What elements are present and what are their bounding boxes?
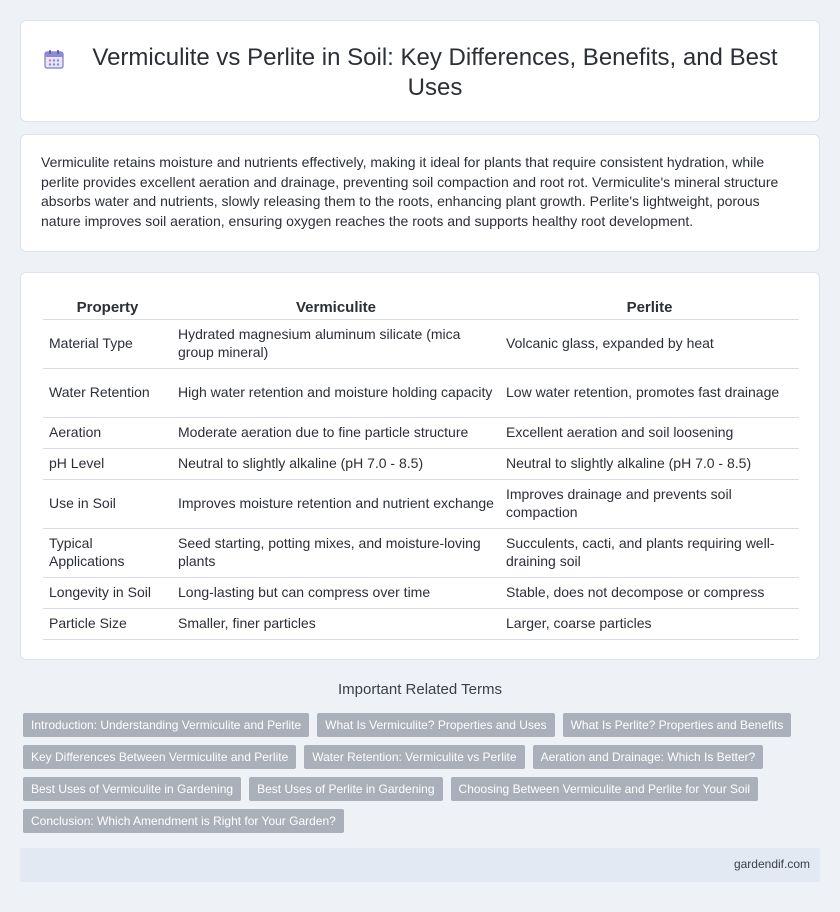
cell-property: Aeration: [43, 417, 172, 448]
cell-vermiculite: Improves moisture retention and nutrient exchange: [172, 479, 500, 528]
related-term-tag[interactable]: What Is Perlite? Properties and Benefits: [563, 713, 792, 737]
cell-property: Water Retention: [43, 368, 172, 417]
related-term-tag[interactable]: Introduction: Understanding Vermiculite and Perlite: [23, 713, 309, 737]
page-title: Vermiculite vs Perlite in Soil: Key Differences, Benefits, and Best Uses: [92, 44, 778, 101]
cell-perlite: Improves drainage and prevents soil compaction: [500, 479, 799, 528]
footer-site-link[interactable]: gardendif.com: [733, 857, 810, 871]
cell-perlite: Excellent aeration and soil loosening: [500, 417, 799, 448]
tag-row: [23, 777, 813, 801]
cell-perlite: Stable, does not decompose or compress: [500, 577, 799, 608]
cell-vermiculite: Long-lasting but can compress over time: [172, 577, 500, 608]
table-row: [43, 577, 799, 608]
related-term-tag[interactable]: Choosing Between Vermiculite and Perlite for Your Soil: [451, 777, 759, 801]
cell-perlite: Larger, coarse particles: [500, 608, 799, 639]
header-vermiculite: Vermiculite: [172, 295, 500, 319]
table-header-row: [43, 295, 799, 319]
cell-vermiculite: Hydrated magnesium aluminum silicate (mica group mineral): [172, 319, 500, 368]
related-term-tag[interactable]: What Is Vermiculite? Properties and Uses: [317, 713, 554, 737]
related-terms-list: [23, 713, 813, 841]
intro-paragraph: Vermiculite retains moisture and nutrients effectively, making it ideal for plants that require consistent hydration, while perlite provides excellent aeration and drainage, preventing soil compaction and root rot. Vermiculite's mineral structure absorbs water and nutrients, slowly releasing them to the roots, enhancing plant growth. Perlite's lightweight, porous nature improves soil aeration, ensuring oxygen reaches the roots and supports healthy root development.: [41, 154, 779, 229]
comparison-table-card: [20, 272, 820, 660]
related-term-tag[interactable]: Key Differences Between Vermiculite and Perlite: [23, 745, 296, 769]
table-row: [43, 479, 799, 528]
header-property: Property: [43, 295, 172, 319]
related-terms-heading: Important Related Terms: [338, 681, 502, 698]
related-term-tag[interactable]: Best Uses of Vermiculite in Gardening: [23, 777, 241, 801]
intro-card: [20, 134, 820, 252]
related-term-tag[interactable]: Best Uses of Perlite in Gardening: [249, 777, 442, 801]
cell-perlite: Neutral to slightly alkaline (pH 7.0 - 8.5): [500, 448, 799, 479]
table-row: [43, 528, 799, 577]
cell-perlite: Low water retention, promotes fast drainage: [500, 368, 799, 417]
table-row: [43, 417, 799, 448]
header-perlite: Perlite: [500, 295, 799, 319]
cell-vermiculite: Moderate aeration due to fine particle structure: [172, 417, 500, 448]
cell-vermiculite: Smaller, finer particles: [172, 608, 500, 639]
table-row: [43, 608, 799, 639]
cell-property: Typical Applications: [43, 528, 172, 577]
cell-vermiculite: Seed starting, potting mixes, and moisture-loving plants: [172, 528, 500, 577]
title-card: [20, 20, 820, 122]
comparison-table: [43, 295, 799, 640]
cell-perlite: Volcanic glass, expanded by heat: [500, 319, 799, 368]
cell-property: Material Type: [43, 319, 172, 368]
tag-row: [23, 713, 813, 737]
cell-property: Longevity in Soil: [43, 577, 172, 608]
related-term-tag[interactable]: Conclusion: Which Amendment is Right for Your Garden?: [23, 809, 344, 833]
cell-vermiculite: High water retention and moisture holding capacity: [172, 368, 500, 417]
table-row: [43, 319, 799, 368]
tag-row: [23, 745, 813, 769]
footer: [20, 848, 820, 882]
cell-property: Particle Size: [43, 608, 172, 639]
tag-row: [23, 809, 813, 833]
cell-vermiculite: Neutral to slightly alkaline (pH 7.0 - 8.5): [172, 448, 500, 479]
related-term-tag[interactable]: Aeration and Drainage: Which Is Better?: [533, 745, 764, 769]
table-row: [43, 368, 799, 417]
cell-perlite: Succulents, cacti, and plants requiring well-draining soil: [500, 528, 799, 577]
table-row: [43, 448, 799, 479]
related-term-tag[interactable]: Water Retention: Vermiculite vs Perlite: [304, 745, 524, 769]
cell-property: Use in Soil: [43, 479, 172, 528]
cell-property: pH Level: [43, 448, 172, 479]
